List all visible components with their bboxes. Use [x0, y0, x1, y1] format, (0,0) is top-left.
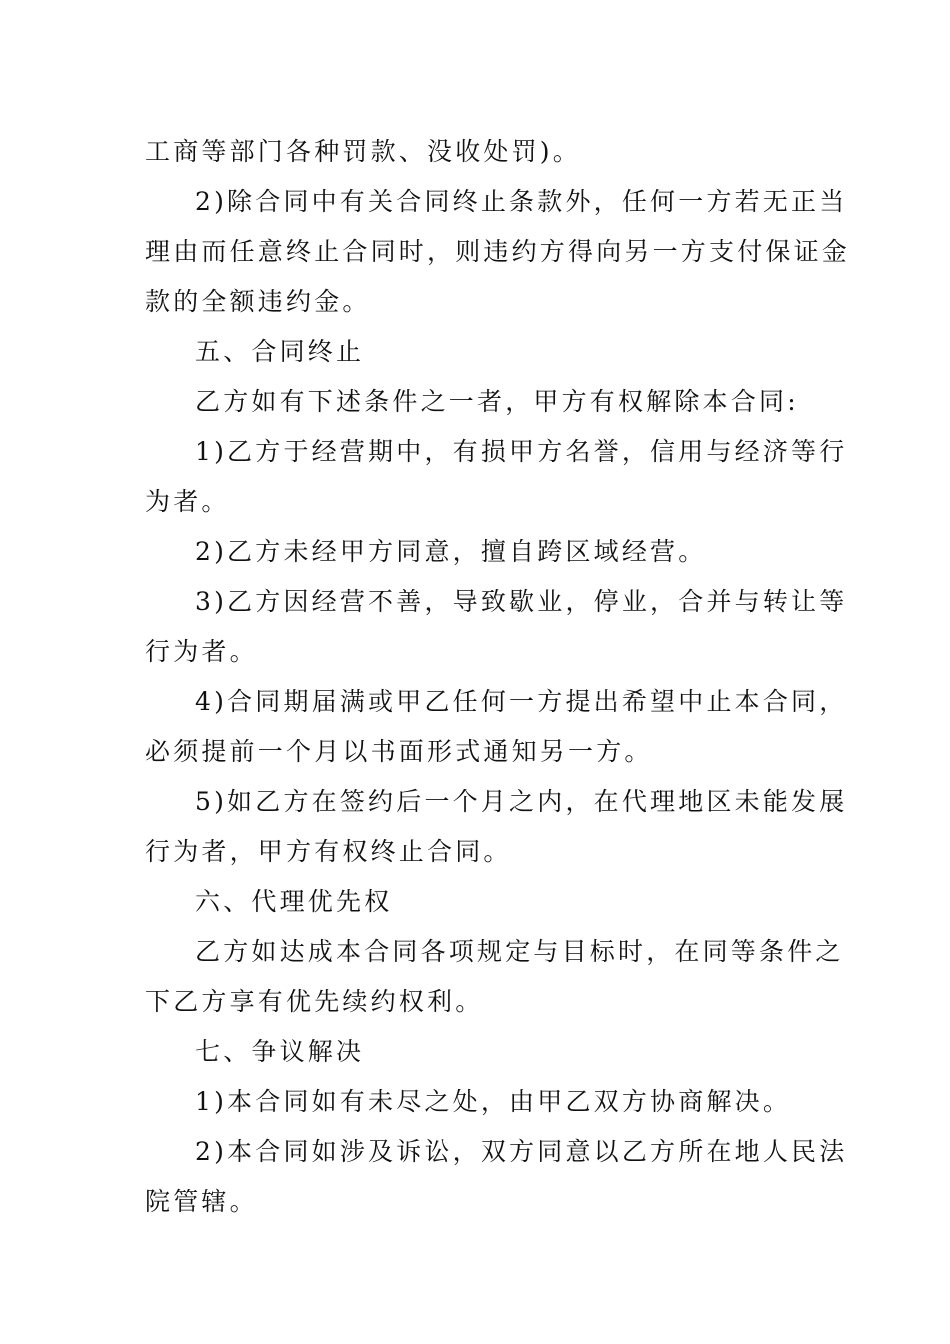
clause-2-line: 2)本合同如涉及诉讼，双方同意以乙方所在地人民法: [195, 1137, 848, 1166]
text-line: 行为者，甲方有权终止合同。: [145, 837, 512, 866]
text-line: 款的全额违约金。: [145, 287, 371, 316]
clause-3-line: 3)乙方因经营不善，导致歇业，停业，合并与转让等: [195, 587, 848, 616]
text-line: 工商等部门各种罚款、没收处罚)。: [145, 137, 581, 166]
clause-2-line: 2)乙方未经甲方同意，擅自跨区域经营。: [195, 537, 707, 566]
text-line: 院管辖。: [145, 1187, 258, 1216]
text-line: 为者。: [145, 487, 230, 516]
section-heading-dispute-resolution: 七、争议解决: [195, 1037, 365, 1066]
text-line: 下乙方享有优先续约权利。: [145, 987, 484, 1016]
text-line: 乙方如达成本合同各项规定与目标时，在同等条件之: [195, 937, 844, 966]
text-line: 必须提前一个月以书面形式通知另一方。: [145, 737, 653, 766]
text-line: 乙方如有下述条件之一者，甲方有权解除本合同:: [195, 387, 799, 416]
clause-5-line: 5)如乙方在签约后一个月之内，在代理地区未能发展: [195, 787, 848, 816]
section-heading-agency-priority: 六、代理优先权: [195, 887, 393, 916]
text-line: 理由而任意终止合同时，则违约方得向另一方支付保证金: [145, 237, 851, 266]
section-heading-contract-termination: 五、合同终止: [195, 337, 365, 366]
text-line: 行为者。: [145, 637, 258, 666]
clause-4-line: 4)合同期届满或甲乙任何一方提出希望中止本合同，: [195, 687, 848, 716]
clause-1-line: 1)乙方于经营期中，有损甲方名誉，信用与经济等行: [195, 437, 848, 466]
clause-2-line: 2)除合同中有关合同终止条款外，任何一方若无正当: [195, 187, 848, 216]
clause-1-line: 1)本合同如有未尽之处，由甲乙双方协商解决。: [195, 1087, 792, 1116]
